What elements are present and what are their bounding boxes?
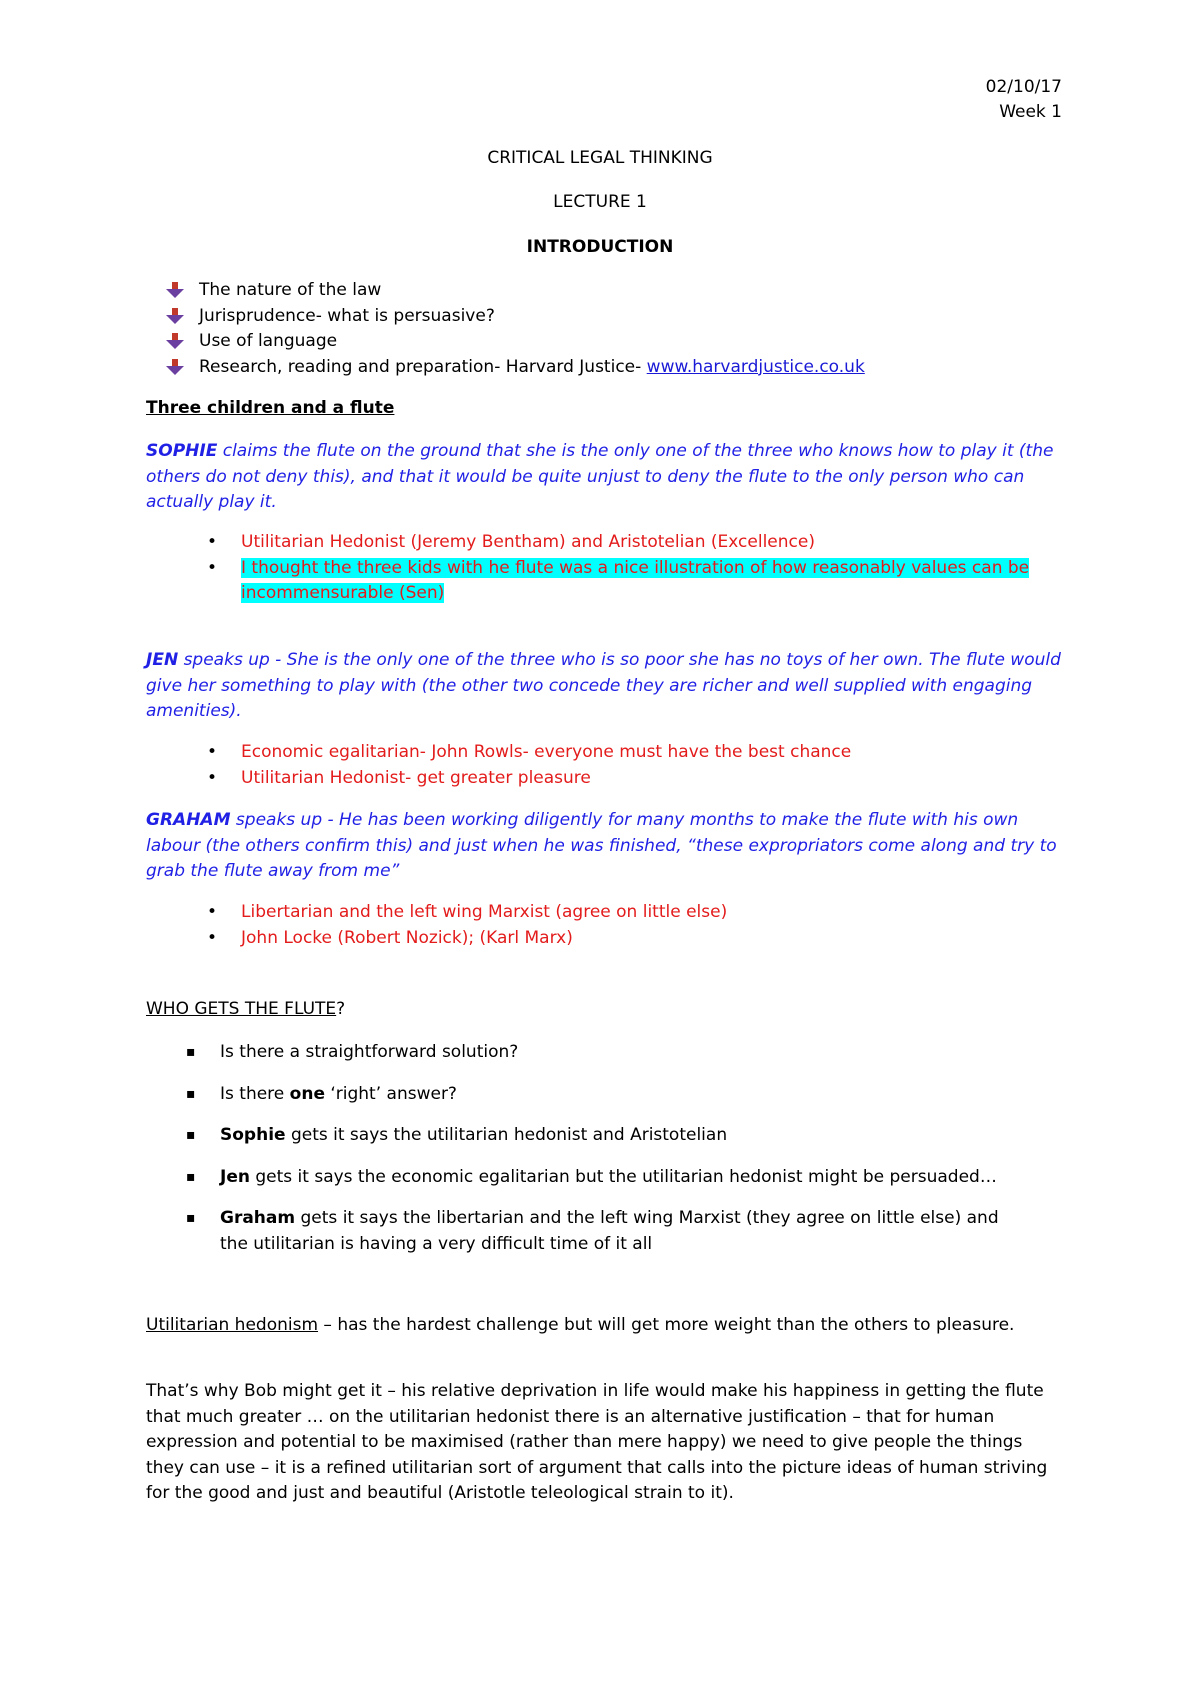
course-title: CRITICAL LEGAL THINKING (487, 148, 713, 168)
section-heading: Three children and a flute (146, 398, 395, 418)
sophie-text: claims the flute on the ground that she is the only one of the three who knows how to play it (the others do not deny this), and that it would be quite unjust to deny the flute to the only person who can actually play it. (146, 441, 1054, 512)
note-text: Economic egalitarian- John Rowls- everyone must have the best chance (241, 742, 852, 762)
bullet-icon: • (207, 927, 218, 948)
list-item (146, 1040, 1066, 1066)
question-pre: Is there (220, 1083, 290, 1104)
list-item-text: The nature of the law (199, 280, 382, 300)
list-item (146, 926, 1066, 952)
sophie-notes (146, 530, 1066, 607)
list-item (148, 329, 1068, 355)
utilitarian-rest: – has the hardest challenge but will get more weight than the others to pleasure. (318, 1315, 1015, 1335)
graham-text: speaks up - He has been working diligently for many months to make the flute with his own labour (the others confirm this) and just when he was finished, “these expropriators come along and try to grab the flute away from me” (146, 810, 1057, 881)
highlighted-note: I thought the three kids with he flute was a nice illustration of how reasonably values can be incommensurable (Sen) (241, 557, 1030, 603)
arrow-down-bullet-icon (166, 282, 184, 298)
list-item-text: Research, reading and preparation- Harvard Justice- (199, 356, 647, 377)
bullet-icon: ▪ (186, 1210, 196, 1226)
graham-paragraph (146, 808, 1066, 885)
list-item-text: Use of language (199, 331, 338, 351)
jen-notes (146, 740, 1066, 791)
note-text: John Locke (Robert Nozick); (Karl Marx) (241, 927, 573, 948)
topic-title: INTRODUCTION (526, 237, 674, 257)
who-gets-heading (146, 999, 345, 1019)
arrow-down-bullet-icon (166, 308, 184, 324)
bullet-icon: • (207, 532, 218, 552)
arrow-down-bullet-icon (166, 333, 184, 349)
list-item (146, 1165, 1066, 1191)
bullet-icon: ▪ (186, 1044, 196, 1060)
list-item (148, 355, 1068, 381)
who-gets-list (146, 1040, 1066, 1273)
question-post: ‘right’ answer? (324, 1083, 457, 1104)
header-block (986, 75, 1062, 125)
note-text: Utilitarian Hedonist- get greater pleasure (241, 767, 591, 788)
list-item (146, 1206, 1030, 1257)
bullet-icon: ▪ (186, 1168, 196, 1185)
intro-list (148, 278, 1068, 380)
note-text: Utilitarian Hedonist (Jeremy Bentham) and Aristotelian (Excellence) (241, 532, 815, 552)
bullet-icon: ▪ (186, 1085, 196, 1102)
jen-text: speaks up - She is the only one of the three who is so poor she has no toys of her own. The flute would give her something to play with (the other two concede they are richer and well supplied with engaging amenities). (146, 650, 1061, 721)
week-label: Week 1 (999, 102, 1062, 122)
utilitarian-intro (146, 1313, 1046, 1339)
list-item-text: Jurisprudence- what is persuasive? (199, 305, 495, 326)
who-gets-heading-text: WHO GETS THE FLUTE (146, 999, 337, 1019)
child-name: Sophie (220, 1125, 286, 1145)
utilitarian-term: Utilitarian hedonism (146, 1315, 319, 1335)
bullet-icon: • (207, 557, 218, 578)
list-item (146, 556, 1031, 607)
bullet-icon: • (207, 767, 218, 788)
list-item (146, 900, 1066, 926)
date: 02/10/17 (985, 77, 1062, 97)
child-name: Jen (220, 1166, 250, 1187)
lecture-title: LECTURE 1 (553, 192, 647, 212)
bullet-icon: ▪ (186, 1127, 196, 1143)
bullet-icon: • (207, 742, 218, 762)
harvard-justice-link[interactable]: www.harvardjustice.co.uk (646, 356, 865, 377)
list-item (148, 304, 1068, 330)
who-gets-heading-mark: ? (336, 999, 346, 1019)
arrow-down-bullet-icon (166, 359, 184, 375)
question-rest: gets it says the libertarian and the left wing Marxist (they agree on little else) and the utilitarian is having a very difficult time of it all (220, 1208, 999, 1254)
list-item (146, 530, 1066, 556)
bullet-icon: • (207, 902, 218, 922)
child-name: Graham (220, 1208, 296, 1228)
graham-name: GRAHAM (146, 810, 231, 830)
list-item (146, 766, 1066, 792)
jen-name: JEN (146, 650, 179, 670)
question-text: Is there a straightforward solution? (220, 1042, 519, 1062)
sophie-name: SOPHIE (146, 441, 218, 461)
sophie-paragraph (146, 439, 1066, 516)
list-item (146, 1082, 1066, 1108)
utilitarian-paragraph: That’s why Bob might get it – his relative deprivation in life would make his happiness in getting the flute that much greater … on the utilitarian hedonist there is an alternative justification – that for human expression and potential to be maximised (rather than mere happy) we need to give people the things they can use – it is a refined utilitarian sort of argument that calls into the picture ideas of human striving for the good and just and beautiful (Aristotle teleological strain to it). (146, 1381, 1048, 1503)
list-item (148, 278, 1068, 304)
question-rest: gets it says the economic egalitarian but the utilitarian hedonist might be persuaded… (249, 1166, 997, 1187)
jen-paragraph (146, 648, 1066, 725)
note-text: Libertarian and the left wing Marxist (agree on little else) (241, 902, 728, 922)
graham-notes (146, 900, 1066, 951)
question-rest: gets it says the utilitarian hedonist and Aristotelian (285, 1125, 728, 1145)
list-item (146, 740, 1066, 766)
list-item (146, 1123, 1066, 1149)
question-bold: one (289, 1083, 325, 1104)
